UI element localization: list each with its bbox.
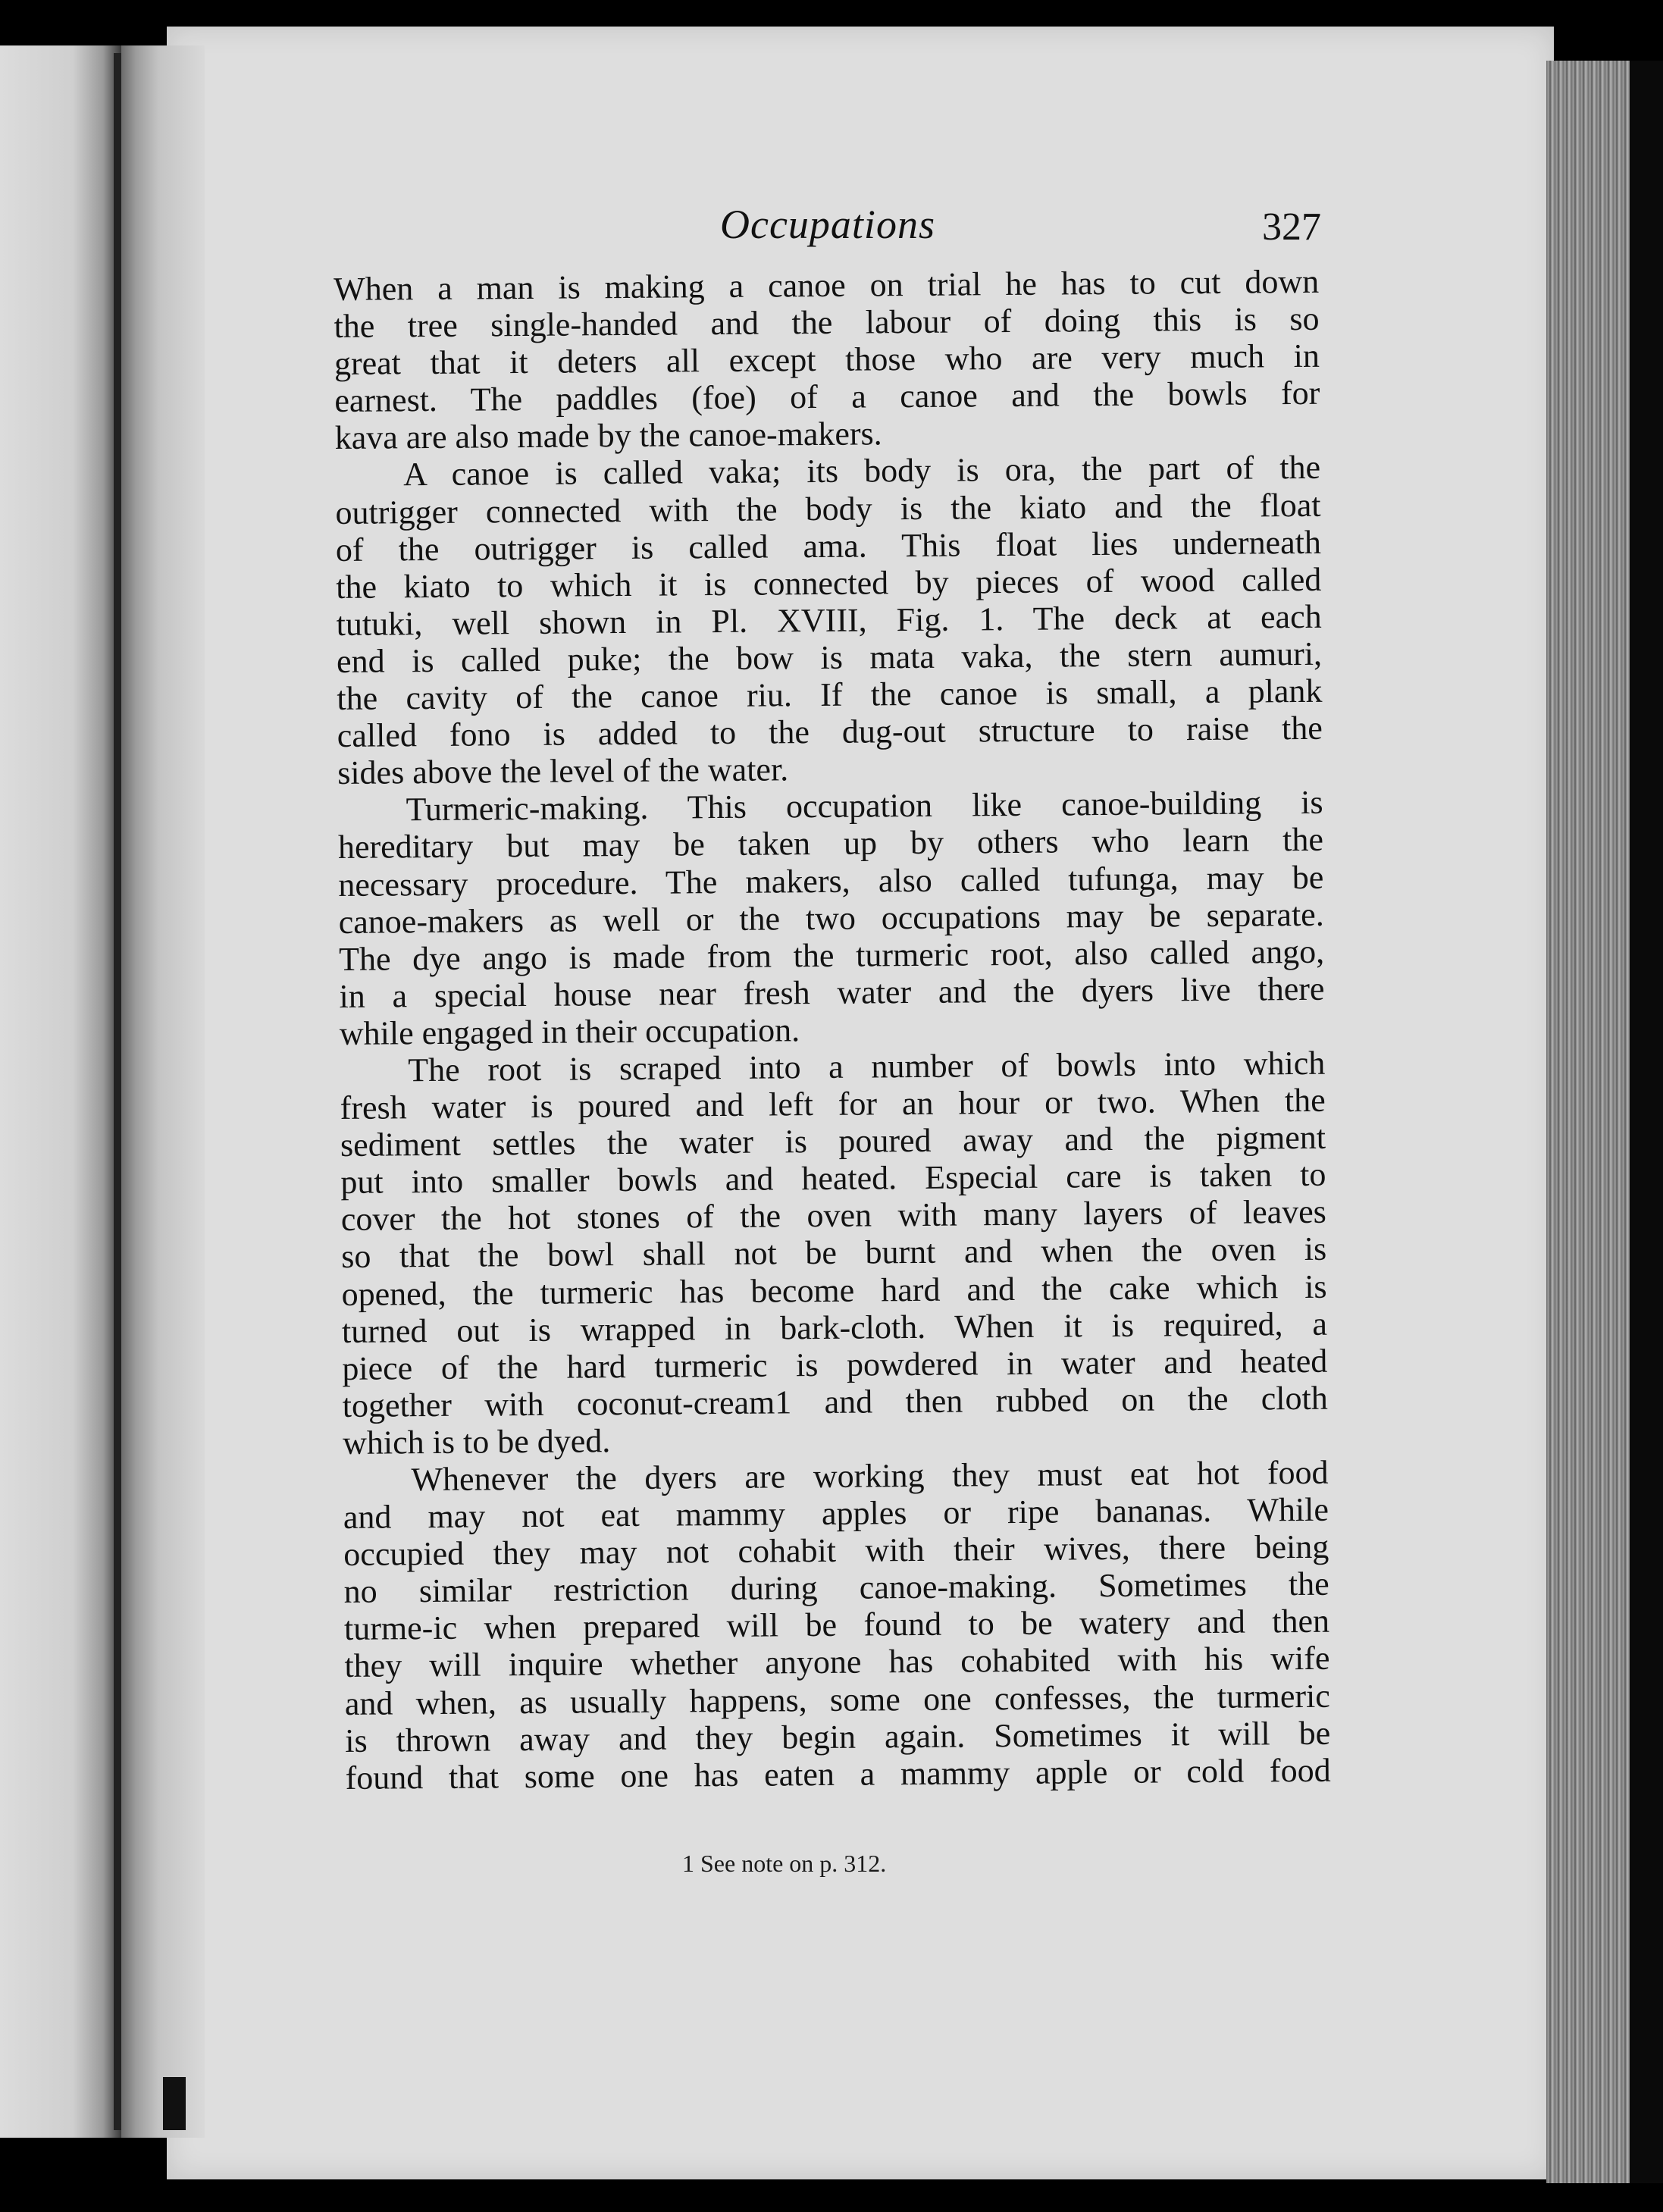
text-line: A canoe is called vaka; its body is ora, the part of the <box>402 449 1321 493</box>
text-line: The dye ango is made from the turmeric root, also called ango, <box>338 932 1325 978</box>
footnote: 1 See note on p. 312. <box>682 1850 887 1877</box>
text-line: no similar restriction during canoe-making. Sometimes the <box>343 1565 1329 1611</box>
text-line: called fono is added to the dug-out structure to raise the <box>337 709 1323 755</box>
gutter-shadow <box>121 45 205 2138</box>
text-line: of the outrigger is called ama. This float lies underneath <box>335 523 1322 569</box>
running-header: Occupations <box>720 202 935 247</box>
text-line: which is to be dyed. <box>342 1422 611 1462</box>
facing-page-edge <box>0 45 121 2138</box>
text-line: the cavity of the canoe riu. If the canoe is small, a plank <box>337 672 1323 718</box>
text-line: opened, the turmeric has become hard and the cake which is <box>341 1267 1327 1313</box>
text-line: and may not eat mammy apples or ripe bananas. While <box>343 1490 1329 1537</box>
text-line: sediment settles the water is poured away and the pigment <box>340 1118 1326 1164</box>
text-line: tutuki, well shown in Pl. XVIII, Fig. 1. The deck at each <box>336 597 1322 643</box>
text-line: Whenever the dyers are working they must eat hot food <box>411 1453 1329 1499</box>
text-line: fresh water is poured and left for an hour or two. When the <box>340 1081 1326 1127</box>
text-line: and when, as usually happens, some one confesses, the turmeric <box>344 1677 1330 1722</box>
text-line: cover the hot stones of the oven with many layers of leaves <box>340 1193 1326 1239</box>
text-line: they will inquire whether anyone has cohabited with his wife <box>344 1640 1330 1685</box>
text-line: hereditary but may be taken up by others who learn the <box>337 821 1324 866</box>
body-text <box>334 263 1331 1797</box>
text-line: is thrown away and they begin again. Sometimes it will be <box>345 1714 1331 1759</box>
text-line: Turmeric-making. This occupation like canoe-building is <box>406 784 1323 829</box>
text-line: The root is scraped into a number of bowls into which <box>408 1044 1326 1089</box>
gutter-mark <box>163 2077 186 2130</box>
book-gutter <box>114 53 121 2130</box>
text-line: end is called puke; the bow is mata vaka, the stern aumuri, <box>336 634 1323 680</box>
text-line: together with coconut-cream1 and then rubbed on the cloth <box>342 1379 1328 1424</box>
text-line: When a man is making a canoe on trial he has to cut down <box>334 262 1320 308</box>
text-line: kava are also made by the canoe-makers. <box>334 415 882 457</box>
text-line: found that some one has eaten a mammy apple or cold food <box>345 1751 1331 1797</box>
text-line: put into smaller bowls and heated. Especial care is taken to <box>340 1156 1326 1202</box>
text-line: piece of the hard turmeric is powdered in water and heated <box>342 1342 1328 1387</box>
page-number: 327 <box>1262 205 1321 249</box>
scan-border <box>1630 61 1663 2183</box>
text-line: while engaged in their occupation. <box>339 1011 800 1052</box>
text-line: occupied they may not cohabit with their wives, there being <box>343 1527 1329 1574</box>
text-line: outrigger connected with the body is the kiato and the float <box>335 486 1321 531</box>
text-line: earnest. The paddles (foe) of a canoe and the bowls for <box>334 374 1320 420</box>
text-line: the tree single-handed and the labour of doing this is so <box>334 299 1320 346</box>
text-line: canoe-makers as well or the two occupations may be separate. <box>338 895 1324 941</box>
text-line: turme-ic when prepared will be found to be watery and then <box>343 1603 1330 1648</box>
text-line: in a special house near fresh water and the dyers live there <box>339 970 1325 1015</box>
text-line: sides above the level of the water. <box>337 750 789 792</box>
text-line: great that it deters all except those who are very much in <box>334 337 1320 383</box>
text-line: so that the bowl shall not be burnt and when the oven is <box>341 1230 1327 1276</box>
text-line: the kiato to which it is connected by pieces of wood called <box>336 560 1322 606</box>
text-line: turned out is wrapped in bark-cloth. When it is required, a <box>341 1305 1328 1350</box>
page-edge-stack <box>1546 61 1637 2183</box>
text-line: necessary procedure. The makers, also called tufunga, may be <box>338 858 1324 904</box>
